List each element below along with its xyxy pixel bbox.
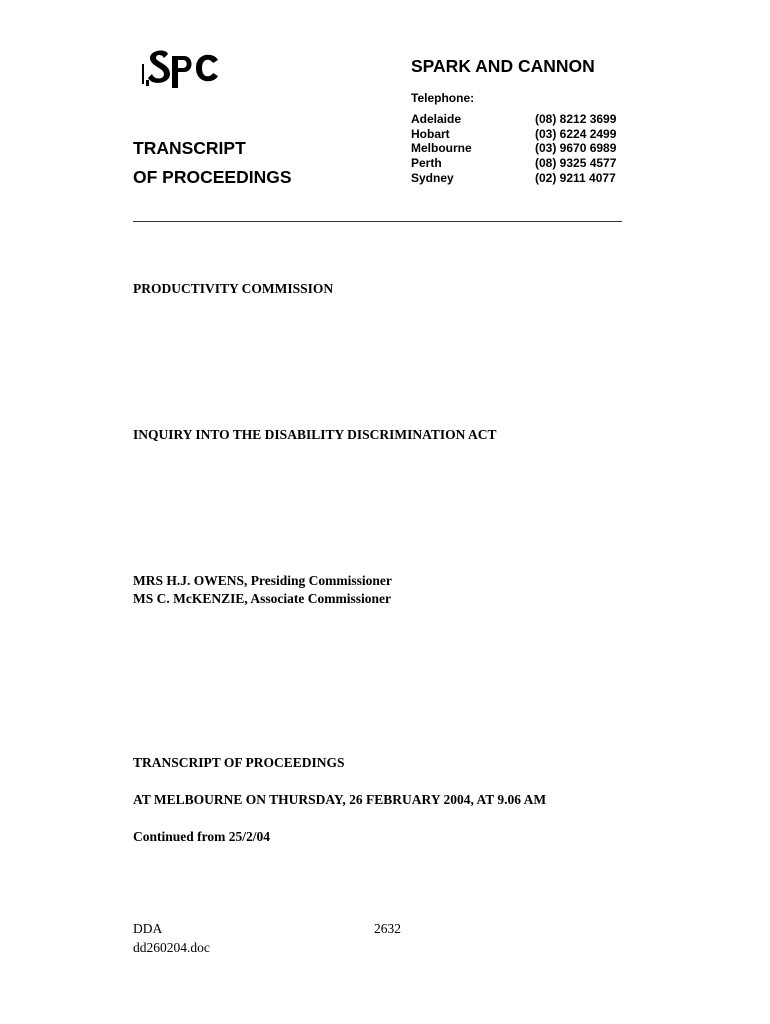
office-city-list xyxy=(411,112,472,186)
commissioner: MS C. McKENZIE, Associate Commissioner xyxy=(133,591,391,606)
transcript-heading-line2: OF PROCEEDINGS xyxy=(133,167,292,187)
office-phone: (03) 9670 6989 xyxy=(535,141,617,156)
transcript-heading-line1: TRANSCRIPT xyxy=(133,138,246,158)
company-name: SPARK AND CANNON xyxy=(411,56,595,76)
inquiry-title: INQUIRY INTO THE DISABILITY DISCRIMINATION ACT xyxy=(133,427,497,442)
telephone-label: Telephone: xyxy=(411,91,475,105)
office-city: Sydney xyxy=(411,170,454,185)
spark-and-cannon-logo-icon xyxy=(140,44,224,92)
footer-code: DDA xyxy=(133,921,163,936)
office-phone: (08) 8212 3699 xyxy=(535,112,617,126)
office-city: Hobart xyxy=(411,126,450,141)
office-phone: (02) 9211 4077 xyxy=(535,170,616,185)
office-city: Melbourne xyxy=(411,141,472,156)
office-phone: (03) 6224 2499 xyxy=(535,126,617,141)
organisation-name: PRODUCTIVITY COMMISSION xyxy=(133,281,334,296)
page-number: 2632 xyxy=(374,921,401,936)
office-phone-list xyxy=(535,112,616,186)
office-city: Perth xyxy=(411,156,442,171)
location-date: AT MELBOURNE ON THURSDAY, 26 FEBRUARY 2004, AT 9.06 AM xyxy=(133,792,547,807)
continued-note: Continued from 25/2/04 xyxy=(133,829,271,844)
transcript-title: TRANSCRIPT OF PROCEEDINGS xyxy=(133,755,345,770)
commissioner: MRS H.J. OWENS, Presiding Commissioner xyxy=(133,573,392,588)
header-divider xyxy=(133,221,622,222)
footer-filename: dd260204.doc xyxy=(133,940,210,955)
office-city: Adelaide xyxy=(411,112,462,126)
office-phone: (08) 9325 4577 xyxy=(535,156,617,171)
